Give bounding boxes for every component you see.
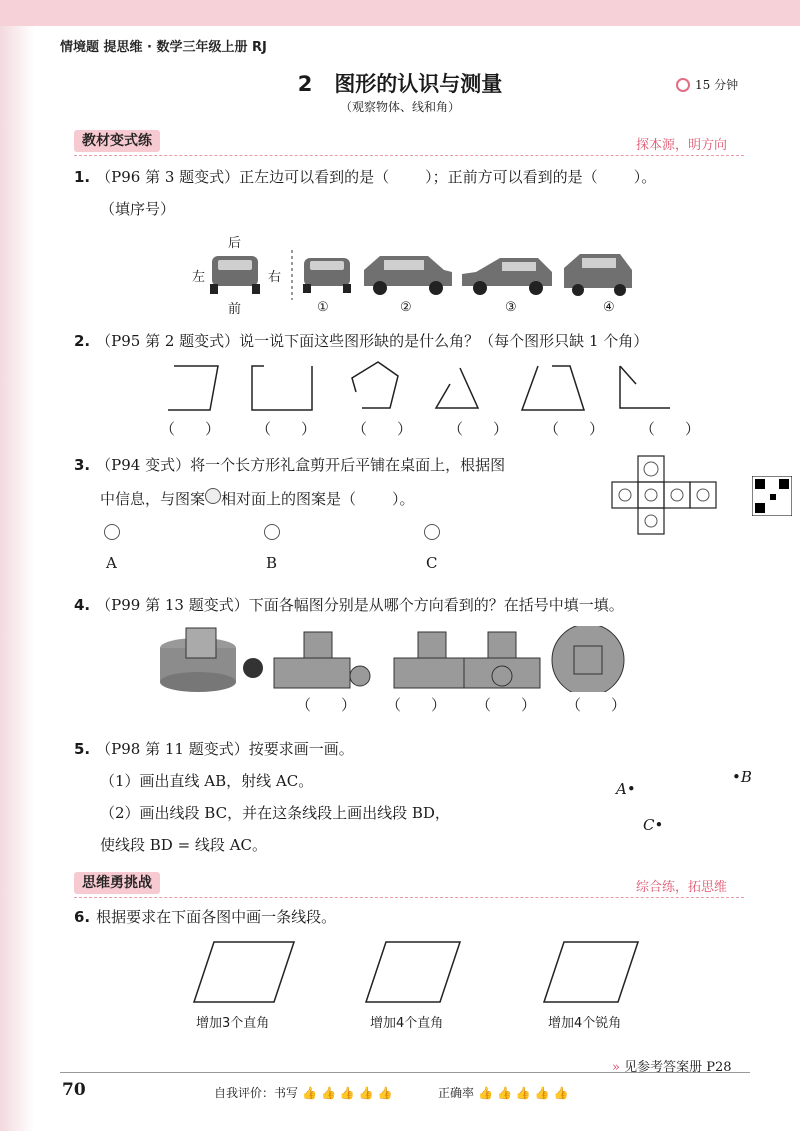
section-rule-1 — [74, 155, 744, 156]
car-option-3 — [462, 258, 552, 295]
q6-label-1: 增加3个直角 — [196, 1016, 270, 1031]
parallelogram-3 — [544, 942, 638, 1002]
question-number: 3. — [74, 456, 91, 474]
accuracy-evaluation — [438, 1084, 569, 1101]
parallelograms-figure — [190, 938, 670, 1008]
point-b: •B — [732, 768, 752, 786]
chevron-right-icon: » — [612, 1060, 620, 1075]
timer — [676, 76, 738, 93]
point-a: A• — [616, 780, 636, 798]
answer-blank[interactable]: （ ） — [255, 420, 316, 438]
question-5 — [74, 738, 354, 760]
car-option-2 — [364, 256, 452, 295]
question-number: 6. — [74, 908, 91, 926]
view-1-top — [304, 632, 332, 658]
q1-note: （填序号） — [100, 200, 176, 218]
view-3-base — [464, 658, 540, 688]
q5-item-3: 使线段 BD = 线段 AC。 — [100, 836, 268, 854]
question-number: 5. — [74, 740, 91, 758]
option-label-1: ① — [317, 300, 329, 315]
option-a-icon — [104, 524, 120, 544]
option-b-icon — [264, 524, 280, 544]
thumb-icon[interactable]: 👍 — [377, 1085, 393, 1100]
section-rule-2 — [74, 897, 744, 898]
q3-text-2: 中信息，与图案 — [100, 490, 206, 508]
q3-text: （P94 变式）将一个长方形礼盒剪开后平铺在桌面上，根据图 — [96, 456, 506, 474]
shape-trapezoid — [522, 366, 584, 410]
view-2-base — [394, 658, 470, 688]
answer-blank[interactable]: （ ） — [296, 696, 357, 714]
q2-text: （P95 第 2 题变式）说一说下面这些图形缺的是什么角？（每个图形只缺 1 个角） — [96, 332, 649, 350]
trophy-icon — [671, 489, 683, 501]
box-net — [608, 450, 748, 546]
self-evaluation — [214, 1084, 393, 1101]
question-number: 1. — [74, 168, 91, 186]
apple-icon — [645, 489, 657, 501]
view-2-top — [418, 632, 446, 658]
option-label-3: ③ — [505, 300, 517, 315]
clock-icon — [676, 78, 690, 92]
question-1 — [74, 166, 656, 188]
question-6 — [74, 906, 336, 928]
q2-answers — [160, 418, 700, 440]
shape-triangle — [436, 368, 478, 408]
q6-text: 根据要求在下面各图中画一条线段。 — [96, 908, 337, 926]
question-2 — [74, 330, 648, 352]
option-label-4: ④ — [603, 300, 615, 315]
views-figure — [158, 626, 638, 692]
question-3 — [74, 454, 505, 476]
q5-item-2: （2）画出线段 BC，并在这条线段上画出线段 BD， — [100, 804, 450, 822]
thumb-icon[interactable]: 👍 — [302, 1085, 317, 1100]
car-option-1 — [303, 258, 351, 293]
car-option-4 — [564, 254, 632, 296]
parallelogram-1 — [194, 942, 294, 1002]
q4-answers — [296, 694, 626, 716]
heart-icon — [205, 488, 221, 504]
answer-blank[interactable]: （ ） — [385, 696, 446, 714]
direction-right: 右 — [268, 270, 282, 285]
view-1-ball — [350, 666, 370, 686]
q1-text: （P96 第 3 题变式）正左边可以看到的是（ — [96, 168, 390, 186]
thumb-icon[interactable]: 👍 — [339, 1085, 355, 1100]
self-eval-label: 自我评价：书写 — [214, 1086, 299, 1100]
page-number: 70 — [62, 1080, 86, 1100]
thumb-icon[interactable]: 👍 — [534, 1085, 550, 1100]
q3-text-3: 相对面上的图案是（ — [221, 490, 357, 508]
q5-item-1: （1）画出直线 AB，射线 AC。 — [100, 772, 314, 790]
direction-front: 前 — [228, 302, 242, 317]
cars-figure — [200, 248, 760, 300]
heart-icon — [697, 489, 709, 501]
thumb-icon[interactable]: 👍 — [358, 1085, 374, 1100]
chapter-number: 2 — [297, 72, 313, 96]
view-1-base — [274, 658, 350, 688]
answer-blank[interactable]: （ ） — [639, 420, 700, 438]
accuracy-label: 正确率 — [438, 1086, 475, 1100]
answer-blank[interactable]: （ ） — [160, 420, 221, 438]
answer-ref — [612, 1056, 732, 1075]
thumb-icon[interactable]: 👍 — [515, 1085, 531, 1100]
answer-blank[interactable]: （ ） — [543, 420, 604, 438]
shape-right-triangle-edge — [620, 366, 636, 384]
parallelogram-2 — [366, 942, 460, 1002]
section-banner-1: 教材变式练 — [74, 130, 160, 152]
section-banner-2: 思维勇挑战 — [74, 872, 160, 894]
option-c: C — [426, 554, 438, 572]
running-header: 情境题 提思维 · 数学三年级上册 RJ — [60, 40, 267, 55]
q4-text: （P99 第 13 题变式）下面各幅图分别是从哪个方向看到的？在括号中填一填。 — [96, 596, 624, 614]
shape-parallelogram — [168, 366, 218, 410]
q5-text: （P98 第 11 题变式）按要求画一画。 — [96, 740, 354, 758]
answer-blank[interactable]: （ ） — [475, 696, 536, 714]
thumb-icon[interactable]: 👍 — [496, 1085, 512, 1100]
thumb-icon[interactable]: 👍 — [553, 1085, 569, 1100]
option-a: A — [106, 554, 117, 572]
qr-code — [752, 476, 792, 516]
timer-text: 15 分钟 — [695, 78, 739, 92]
q1-text-2: ）；正前方可以看到的是（ — [425, 168, 598, 186]
question-number: 4. — [74, 596, 91, 614]
q3-text-4: ）。 — [392, 490, 415, 508]
option-label-2: ② — [400, 300, 412, 315]
view-4-circle — [552, 626, 624, 692]
q6-label-3: 增加4个锐角 — [548, 1016, 622, 1031]
point-c: C• — [643, 816, 664, 834]
car-front-view — [210, 256, 260, 294]
view-3-top — [488, 632, 516, 658]
section-subtitle-1: 探本源，明方向 — [636, 138, 728, 153]
answer-blank[interactable]: （ ） — [447, 420, 508, 438]
shape-pentagon — [352, 362, 398, 408]
direction-back: 后 — [228, 236, 242, 251]
thumb-icon — [645, 515, 657, 527]
flower-icon — [619, 489, 631, 501]
q3-line-2 — [100, 488, 415, 510]
q6-label-2: 增加4个直角 — [370, 1016, 444, 1031]
shape-rectangle — [252, 366, 312, 410]
solid-3d — [160, 628, 263, 692]
top-decor-strip — [0, 0, 800, 26]
thumb-icon[interactable]: 👍 — [320, 1085, 336, 1100]
left-decor-strip — [0, 26, 34, 1131]
page-subtitle: （观察物体、线和角） — [339, 100, 460, 114]
section-subtitle-2: 综合练，拓思维 — [636, 880, 728, 895]
option-c-icon — [424, 524, 440, 544]
star-icon — [644, 462, 658, 476]
shape-right-triangle — [620, 366, 670, 408]
missing-angle-shapes — [160, 360, 680, 416]
answer-blank[interactable]: （ ） — [351, 420, 412, 438]
option-b: B — [266, 554, 278, 572]
direction-left: 左 — [192, 270, 206, 285]
thumb-icon[interactable]: 👍 — [478, 1085, 493, 1100]
answer-blank[interactable]: （ ） — [565, 696, 626, 714]
q1-text-3: ）。 — [633, 168, 657, 186]
answer-ref-text: 见参考答案册 P28 — [624, 1060, 732, 1075]
question-number: 2. — [74, 332, 91, 350]
chapter-title: 图形的认识与测量 — [334, 72, 503, 96]
question-4 — [74, 594, 624, 616]
